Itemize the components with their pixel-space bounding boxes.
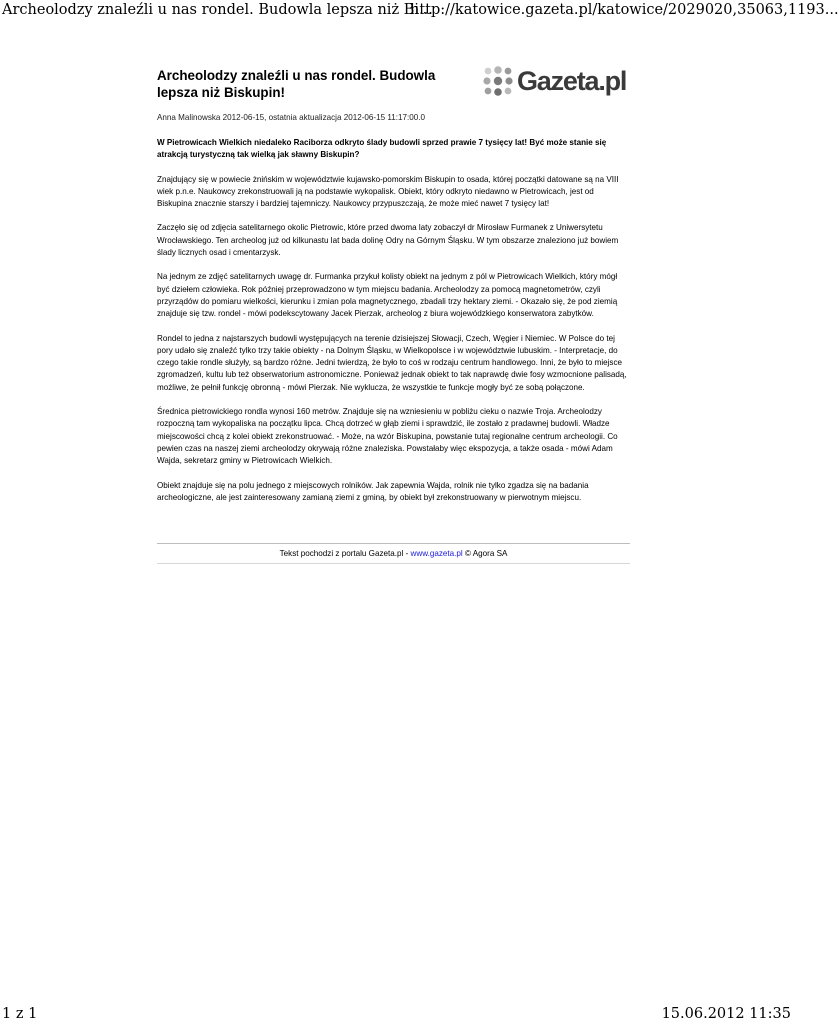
article-header xyxy=(157,64,630,104)
article-lead: W Pietrowicach Wielkich niedaleko Raciborza odkryto ślady budowli sprzed prawie 7 tysięcy lat! Być może stanie się atrakcją turystyczną tak wielką jak sławny Biskupin? xyxy=(157,138,607,160)
print-footer xyxy=(0,1004,791,1024)
gazeta-logo-dots-icon xyxy=(483,66,513,96)
print-footer-page: 1 z 1 xyxy=(2,1006,38,1022)
article-byline: Anna Malinowska 2012-06-15, ostatnia aktualizacja 2012-06-15 11:17:00.0 xyxy=(157,113,426,122)
article-paragraph: Zaczęło się od zdjęcia satelitarnego okolic Pietrowic, które przed dwoma laty zobaczył dr Mirosław Furmanek z Uniwersytetu Wrocławskiego. Ten archeolog już od kilkunastu lat bada dolinę Odry na Górnym Śląsku. W tym obszarze znaleziono już bowiem ślady licznych osad i cmentarzysk. xyxy=(157,223,619,258)
source-link[interactable]: www.gazeta.pl xyxy=(410,549,463,558)
print-header xyxy=(0,0,839,22)
article-paragraph: Na jednym ze zdjęć satelitarnych uwagę dr. Furmanka przykuł kolisty obiekt na jednym z pól w Pietrowicach Wielkich, który mógł być dziełem człowieka. Rok później przeprowadzono w tym miejscu badania. Archeolodzy za pomocą magnetometrów, czyli przyrządów do pomiaru wielkości, kierunku i zmian pola magnetycznego, zbadali trzy hektary ziemi. - Okazało się, że pod ziemią znajduje się tzw. rondel - mówi podekscytowany Jacek Pierzak, archeolog z biura wojewódzkiego konserwatora zabytków. xyxy=(157,272,618,319)
article-paragraph: Średnica pietrowickiego rondla wynosi 160 metrów. Znajduje się na wzniesieniu w pobliżu cieku o nazwie Troja. Archeolodzy rozpoczną tam wykopaliska na początku lipca. Chcą dotrzeć w głąb ziemi i sprawdzić, ile zostało z pradawnej budowli. Władze miejscowości chcą z kolei obiekt zrekonstruować. - Może, na wzór Biskupina, powstanie tutaj regionalne centrum archeologii. Co pewien czas na naszej ziemi archeolodzy okrywają różne znaleziska. Powstałaby więc ekspozycja, a także osada - mówi Adam Wajda, sekretarz gminy w Pietrowicach Wielkich. xyxy=(157,407,618,466)
print-header-title: Archeolodzy znaleźli u nas rondel. Budowla lepsza niż Bi... xyxy=(2,2,433,18)
source-divider-bottom xyxy=(157,563,630,564)
article-title: Archeolodzy znaleźli u nas rondel. Budowla lepsza niż Biskupin! xyxy=(157,68,436,100)
article-paragraph: Obiekt znajduje się na polu jednego z miejscowych rolników. Jak zapewnia Wajda, rolnik nie tylko zgadza się na badania archeologiczne, ale jest zainteresowany zamianą ziemi z gminą, by obiekt był zrekonstruowany w pierwotnym miejscu. xyxy=(157,480,589,502)
gazeta-logo-text: Gazeta.pl xyxy=(517,66,627,96)
source-note-suffix: © Agora SA xyxy=(462,549,508,558)
source-note xyxy=(157,548,630,559)
article xyxy=(157,64,630,504)
gazeta-logo xyxy=(483,64,630,98)
article-paragraph: Znajdujący się w powiecie żnińskim w województwie kujawsko-pomorskim Biskupin to osada, której początki datowane są na VIII wiek p.n.e. Naukowcy zrekonstruowali ją na podstawie wykopalisk. Obiekt, który odkryto niedawno w Pietrowicach, jest od Biskupina znacznie starszy i bardziej tajemniczy. Naukowcy przypuszczają, że może mieć nawet 7 tysięcy lat! xyxy=(157,174,619,209)
source-divider-top xyxy=(157,543,630,544)
print-header-url: http://katowice.gazeta.pl/katowice/2029020,35063,1193... xyxy=(410,2,839,18)
source-note-prefix: Tekst pochodzi z portalu Gazeta.pl - xyxy=(279,549,411,558)
article-paragraph: Rondel to jedna z najstarszych budowli występujących na terenie dzisiejszej Słowacji, Czech, Węgier i Niemiec. W Polsce do tej pory udało się znaleźć tylko trzy takie obiekty - na Dolnym Śląsku, w Wielkopolsce i w województwie lubuskim. - Interpretacje, do czego takie rondle służyły, są bardzo różne. Jedni twierdzą, że było to coś w rodzaju centrum handlowego. Inni, że było to miejsce zgromadzeń, kultu lub też obserwatorium astronomiczne. Ponieważ jednak obiekt to tak naprawdę dwie fosy wzmocnione palisadą, możliwe, że pełnił funkcję obronną - mówi Pierzak. Nie wyklucza, że wszystkie te funkcje mogły być ze sobą połączone. xyxy=(157,333,627,392)
print-footer-date: 15.06.2012 11:35 xyxy=(661,1006,791,1022)
